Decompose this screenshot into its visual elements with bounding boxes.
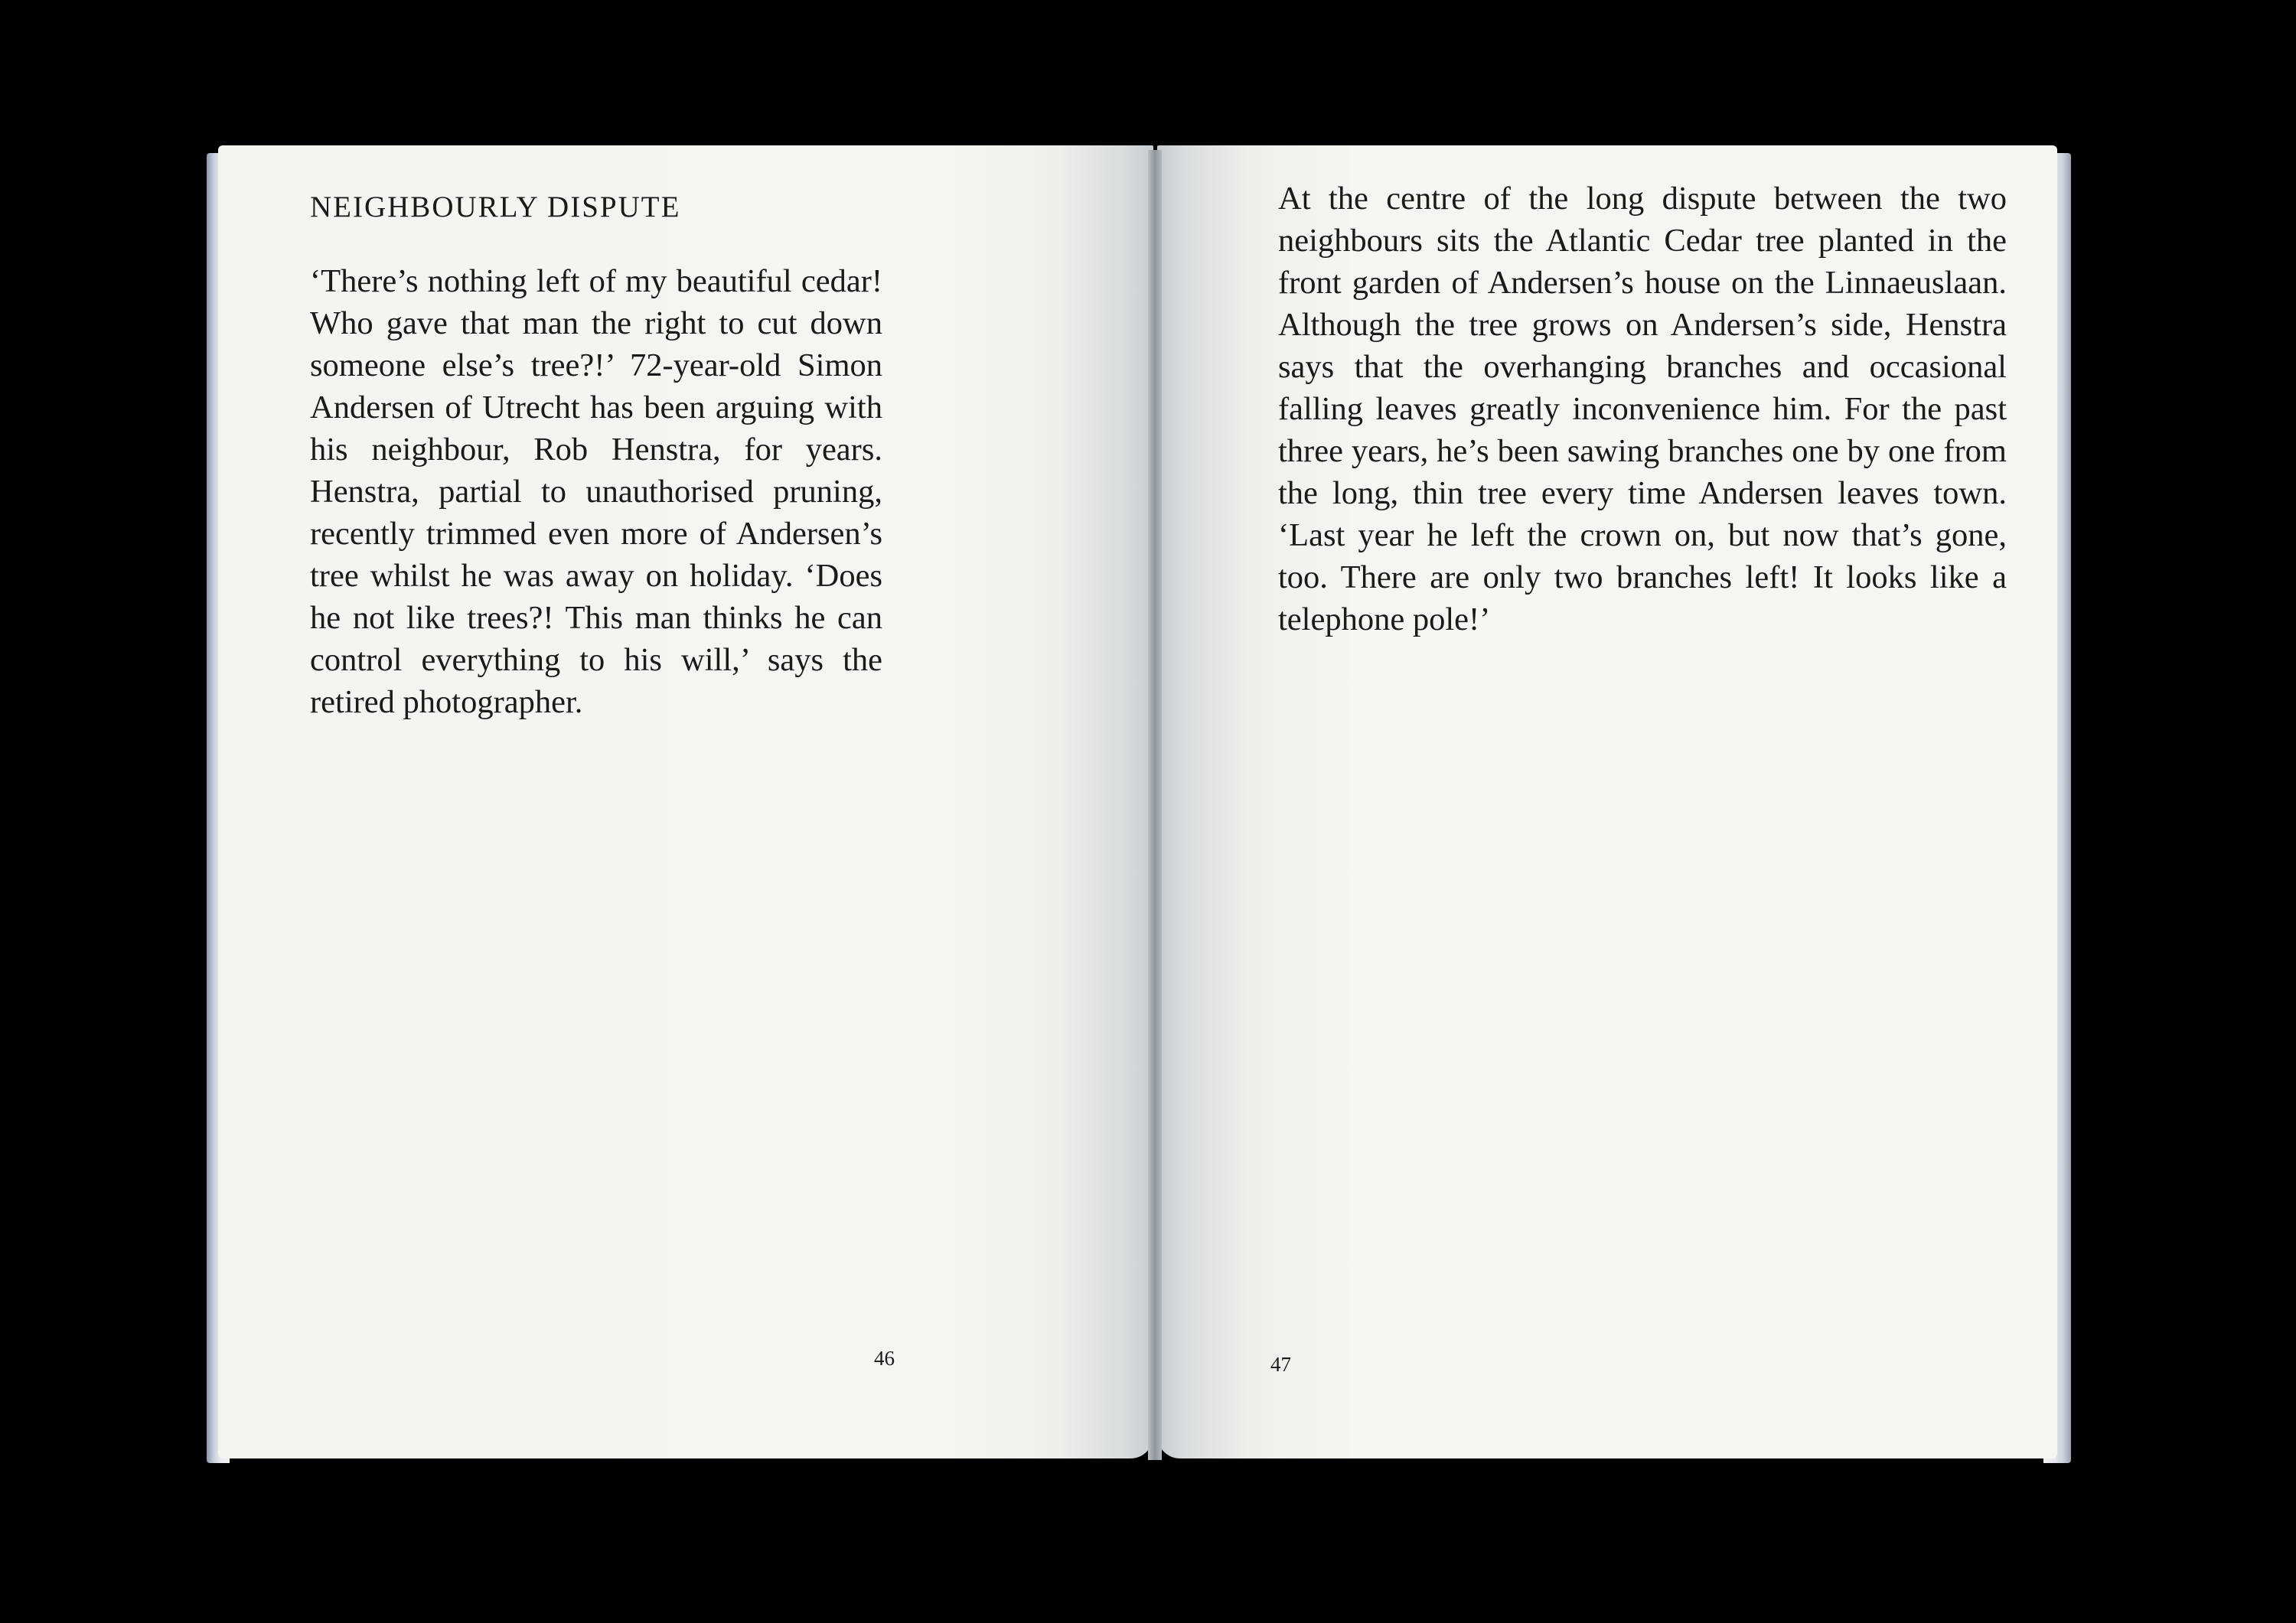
left-page-body-text: ‘There’s nothing left of my beautiful cedar! Who gave that man the right to cut down someone else’s tree?!’ 72-year-old Simon Andersen of Utrecht has been arguing with his neighbour, Rob Henstra, for years. Henstra, partial to unauthorised pruning, recently trimmed even more of Andersen’s tree whilst he was away on holiday. ‘Does he not like trees?! This man thinks he can control everything to his will,’ says the retired photographer. [310,263,882,720]
right-page-body-text: At the centre of the long dispute between the two neighbours sits the Atlantic Cedar tree planted in the front garden of Andersen’s house on the Linnaeuslaan. Although the tree grows on Andersen’s side, Henstra says that the overhanging branches and occasional falling leaves greatly inconvenience him. For the past three years, he’s been sawing branches one by one from the long, thin tree every time Andersen leaves town. ‘Last year he left the crown on, but now that’s gone, too. There are only two branches left! It looks like a telephone pole!’ [1278,181,2007,637]
left-page [218,145,1153,1458]
running-head: NEIGHBOURLY DISPUTE [310,191,681,223]
right-page [1157,145,2057,1458]
page-number-right: 47 [1270,1353,1291,1376]
page-number-left: 46 [874,1347,895,1370]
book-gutter [1148,150,1162,1460]
